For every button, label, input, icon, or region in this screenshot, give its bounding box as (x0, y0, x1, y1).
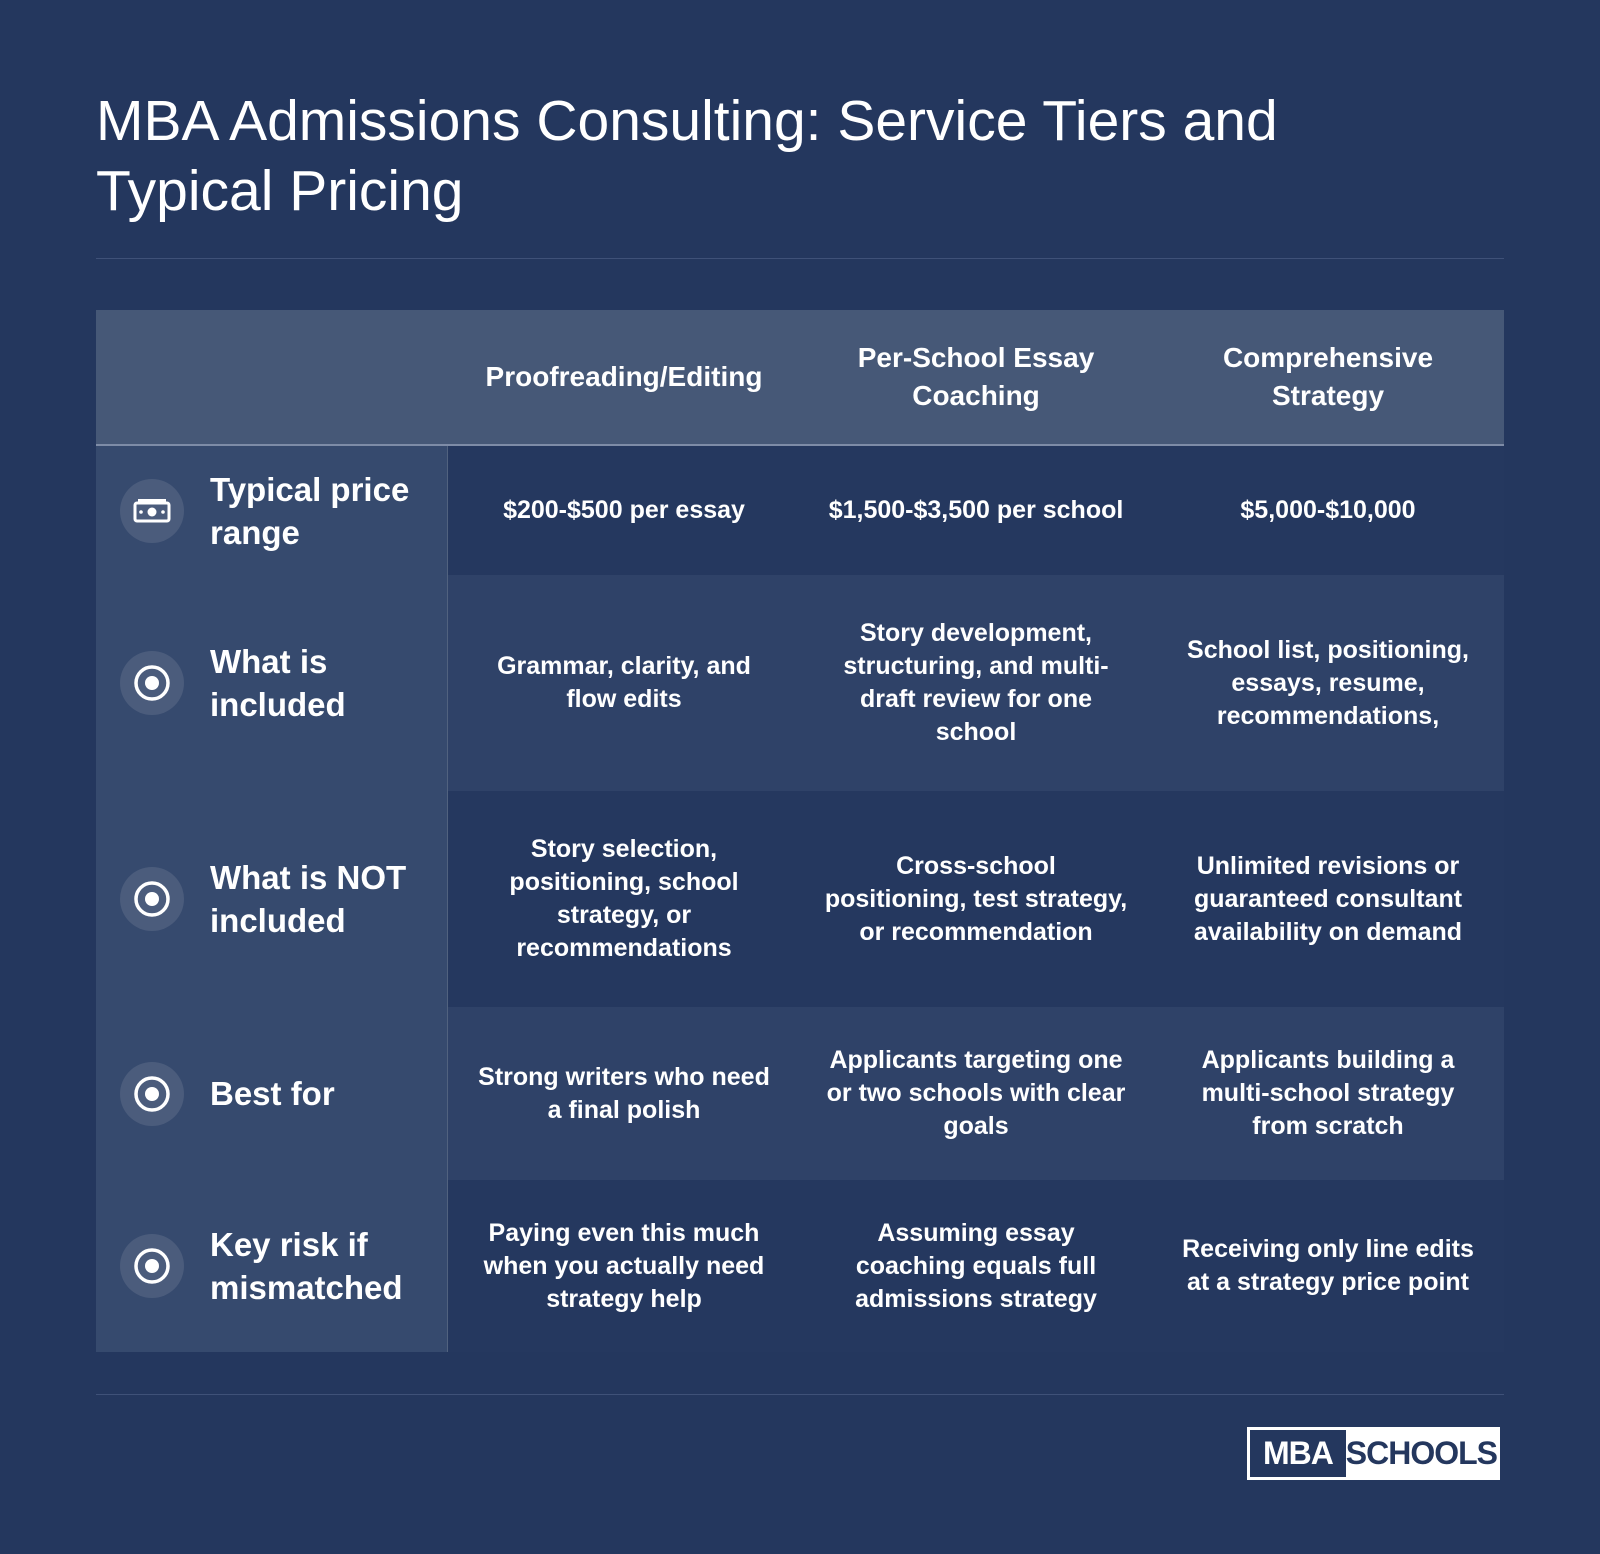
cell-included-comprehensive: School list, positioning, essays, resume, recommendations, (1152, 575, 1504, 791)
row-label-key-risk (96, 1180, 448, 1352)
cell-not-included-essay-coaching: Cross-school positioning, test strategy, or recommendation (800, 791, 1152, 1007)
target-icon (120, 1234, 184, 1298)
bottom-divider (96, 1394, 1504, 1395)
row-label-best-for (96, 1007, 448, 1180)
cell-included-proofreading: Grammar, clarity, and flow edits (448, 575, 800, 791)
cell-price-essay-coaching: $1,500-$3,500 per school (800, 446, 1152, 575)
cell-not-included-comprehensive: Unlimited revisions or guaranteed consultant availability on demand (1152, 791, 1504, 1007)
cell-not-included-proofreading: Story selection, positioning, school strategy, or recommendations (448, 791, 800, 1007)
cell-risk-essay-coaching: Assuming essay coaching equals full admissions strategy (800, 1180, 1152, 1352)
header-corner (96, 310, 448, 446)
page-title: MBA Admissions Consulting: Service Tiers and Typical Pricing (96, 89, 1278, 223)
cell-best-for-comprehensive: Applicants building a multi-school strategy from scratch (1152, 1007, 1504, 1180)
mba-schools-logo (1247, 1427, 1500, 1480)
header-comprehensive: Comprehensive Strategy (1152, 310, 1504, 446)
target-icon (120, 651, 184, 715)
cell-risk-proofreading: Paying even this much when you actually need strategy help (448, 1180, 800, 1352)
logo-text-left: MBA (1250, 1430, 1346, 1477)
header-proofreading: Proofreading/Editing (448, 310, 800, 446)
cell-best-for-essay-coaching: Applicants targeting one or two schools with clear goals (800, 1007, 1152, 1180)
money-icon (120, 479, 184, 543)
header-essay-coaching: Per-School Essay Coaching (800, 310, 1152, 446)
cell-best-for-proofreading: Strong writers who need a final polish (448, 1007, 800, 1180)
cell-included-essay-coaching: Story development, structuring, and multi-draft review for one school (800, 575, 1152, 791)
row-label-text: Key risk if mismatched (210, 1226, 403, 1306)
row-label-text: Best for (210, 1075, 335, 1112)
target-icon (120, 867, 184, 931)
pricing-table (96, 310, 1504, 1352)
row-label-price-range (96, 446, 448, 575)
row-label-included (96, 575, 448, 791)
row-label-text: What is included (210, 643, 346, 723)
target-icon (120, 1062, 184, 1126)
row-label-text: Typical price range (210, 470, 410, 551)
cell-price-proofreading: $200-$500 per essay (448, 446, 800, 575)
logo-text-right: SCHOOLS (1346, 1430, 1497, 1477)
cell-price-comprehensive: $5,000-$10,000 (1152, 446, 1504, 575)
cell-risk-comprehensive: Receiving only line edits at a strategy price point (1152, 1180, 1504, 1352)
top-divider (96, 258, 1504, 259)
row-label-not-included (96, 791, 448, 1007)
row-label-text: What is NOT included (210, 859, 407, 939)
